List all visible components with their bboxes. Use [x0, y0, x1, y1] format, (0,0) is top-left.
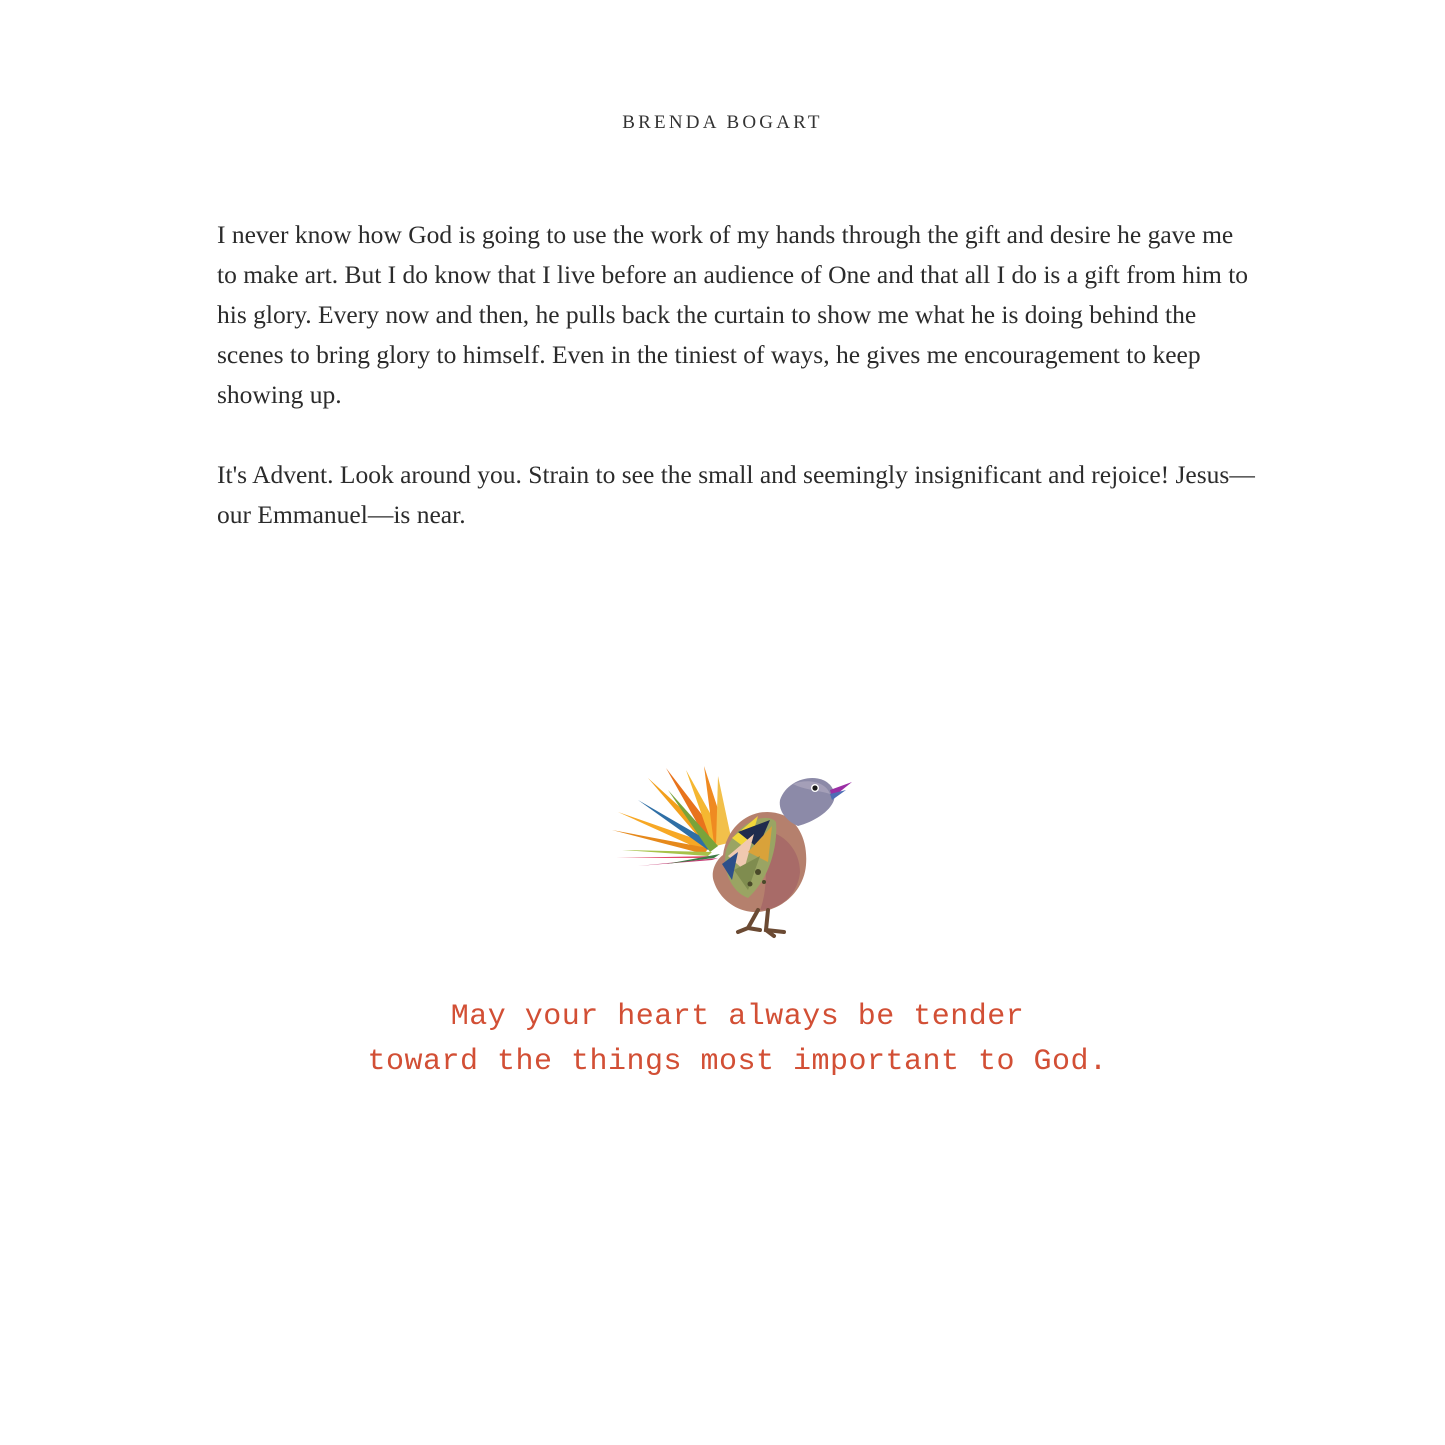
closing-line-2: toward the things most important to God. — [367, 1045, 1108, 1079]
closing-blessing — [0, 995, 1445, 1085]
paragraph-1: I never know how God is going to use the work of my hands through the gift and desire he gave me to make art. But I do know that I live before an audience of One and that all I do is a gift from him to his glory. Every now and then, he pulls back the curtain to show me what he is doing behind the scenes to bring glory to himself. Even in the tiniest of ways, he gives me encouragement to keep showing up. — [217, 220, 1249, 409]
tail-feathers-icon — [612, 766, 732, 866]
running-head-author: BRENDA BOGART — [622, 112, 823, 133]
collage-bird-illustration — [608, 760, 858, 940]
legs — [738, 910, 784, 936]
paragraph-2: It's Advent. Look around you. Strain to see the small and seemingly insignificant and rejoice! Jesus—our Emmanuel—is near. — [217, 460, 1255, 529]
body-text — [217, 215, 1257, 575]
closing-line-1: May your heart always be tender — [450, 1000, 1025, 1034]
